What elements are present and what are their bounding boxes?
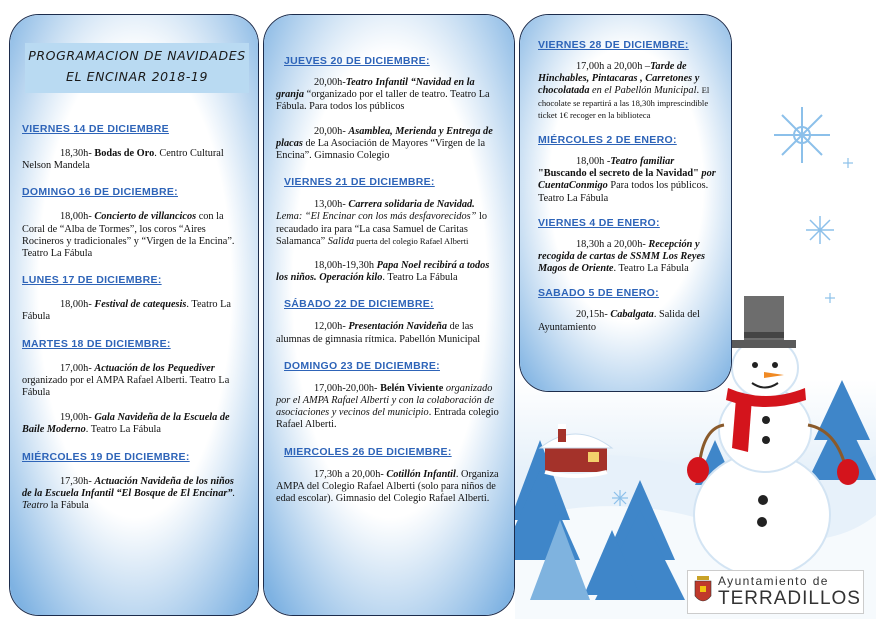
event-entry: 20,00h-Teatro Infantil “Navidad en la granja “organizado por el taller de teatro. Teatro La Fábula. Para todos los públicos	[276, 77, 490, 113]
event-entry: 20,15h- Cabalgata. Salida del Ayuntamiento	[538, 309, 700, 333]
event-entry: 17,00h a 20,00h –Tarde de Hinchables, Pintacaras , Carretones y chocolatada en el Pabellón Municipal. El chocolate se repartirá a las 18,30h imprescindible ticket 1€ recoger en la biblioteca	[538, 61, 710, 120]
event-entry: 18,30h a 20,00h- Recepción y recogida de cartas de SSMM Los Reyes Magos de Oriente. Teatro La Fábula	[538, 238, 706, 275]
event-entry: 17,00h- Actuación de los Pequediver organizado por el AMPA Rafael Alberti. Teatro La Fábula	[22, 362, 230, 399]
column-2-panel	[263, 14, 515, 616]
day-heading: MIÉRCOLES 19 DE DICIEMBRE:	[22, 450, 190, 463]
title-line-1: PROGRAMACION DE NAVIDADES	[28, 48, 246, 63]
day-heading: VIERNES 21 DE DICIEMBRE:	[284, 176, 435, 189]
day-heading: MIÉRCOLES 2 DE ENERO:	[538, 134, 677, 147]
day-heading: VIERNES 14 DE DICIEMBRE	[22, 123, 169, 135]
event-entry: 18,00h -Teatro familiar "Buscando el secreto de la Navidad" por CuentaConmigo Para todos los públicos. Teatro La Fábula	[538, 156, 716, 204]
event-entry: 18,30h- Bodas de Oro. Centro Cultural Nelson Mandela	[22, 148, 224, 172]
event-entry: 18,00h- Concierto de villancicos con la Coral de “Alba de Tormes”, los coros “Aires Rocineros y tradicionales” y “Virgen de la Encina”. Teatro La Fábula	[22, 211, 235, 260]
day-heading: LUNES 17 DE DICIEMBRE:	[22, 274, 162, 287]
event-entry: 17,30h- Actuación Navideña de los niños de la Escuela Infantil “El Bosque de El Encinar”. Teatro la Fábula	[22, 475, 236, 512]
day-heading: MARTES 18 DE DICIEMBRE:	[22, 337, 171, 350]
event-entry: 17,00h-20,00h- Belén Viviente organizado por el AMPA Rafael Alberti y con la colaboración de asociaciones y vecinos del municipio. Entrada colegio Rafael Alberti.	[276, 382, 499, 431]
event-entry: 17,30h a 20,00h- Cotillón Infantil. Organiza AMPA del Colegio Rafael Alberti (solo para niños de edad escolar). Gimnasio del Colegio Rafael Alberti.	[276, 468, 499, 505]
event-entry: 12,00h- Presentación Navideña de las alumnas de gimnasia rítmica. Pabellón Municipal	[276, 321, 481, 345]
ayuntamiento-logo	[687, 570, 864, 614]
title-box	[25, 43, 249, 93]
day-heading: JUEVES 20 DE DICIEMBRE:	[284, 55, 430, 67]
day-heading: VIERNES 4 DE ENERO:	[538, 216, 660, 229]
day-heading: MIERCOLES 26 DE DICIEMBRE:	[284, 445, 452, 458]
event-entry: 18,00h-19,30h Papa Noel recibirá a todos los niños. Operación kilo. Teatro La Fábula	[276, 260, 490, 284]
logo-line-2: TERRADILLOS	[718, 588, 861, 609]
column-3-panel	[519, 14, 732, 392]
event-entry: 18,00h- Festival de catequesis. Teatro La Fábula	[22, 299, 231, 323]
event-entry: 13,00h- Carrera solidaria de Navidad. Lema: “El Encinar con los más desfavorecidos” lo recaudado ira para “La casa Samuel de Caritas Salamanca” Salida puerta del colegio Rafael Alberti	[276, 199, 487, 247]
logo-line-1: Ayuntamiento de	[718, 574, 829, 588]
coat-of-arms-icon	[694, 576, 712, 606]
day-heading: SÁBADO 22 DE DICIEMBRE:	[284, 298, 434, 311]
event-entry: 20,00h- Asamblea, Merienda y Entrega de placas de La Asociación de Mayores “Virgen de la Encina”. Gimnasio Colegio	[276, 125, 493, 162]
title-line-2: EL ENCINAR 2018-19	[65, 69, 209, 84]
day-heading: SABADO 5 DE ENERO:	[538, 287, 659, 300]
event-entry: 19,00h- Gala Navideña de la Escuela de Baile Moderno. Teatro La Fábula	[22, 412, 230, 436]
day-heading: DOMINGO 16 DE DICIEMBRE:	[22, 186, 178, 199]
day-heading: VIERNES 28 DE DICIEMBRE:	[538, 39, 689, 51]
day-heading: DOMINGO 23 DE DICIEMBRE:	[284, 359, 440, 372]
column-1-panel	[9, 14, 259, 616]
